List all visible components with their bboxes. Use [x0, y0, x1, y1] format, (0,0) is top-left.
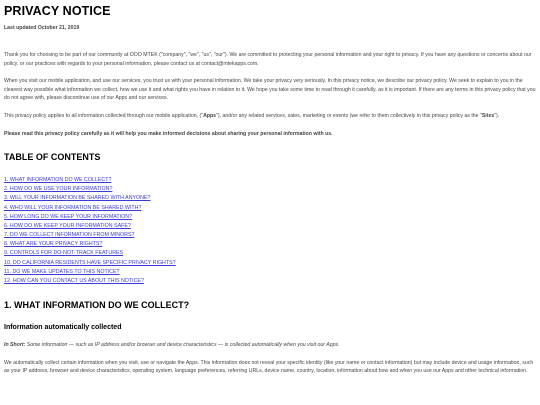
section-1-body: We automatically collect certain information when you visit, use or navigate the Apps. This information does not reveal your specific identity (like your name or contact information) but may include device and usage information, such as your IP address, browser and device characteristics, operating system, language preferences, referring URLs, device name, country, location, information about how and when you use our Apps and other technical information. — [4, 359, 534, 375]
in-short-label: In Short: — [4, 342, 26, 349]
toc-item — [4, 185, 536, 194]
apps-term: Apps — [203, 112, 217, 119]
intro-paragraph-trust: When you visit our mobile application, and use our services, you trust us with your personal information. We take your privacy very seriously. In this privacy notice, we describe our privacy policy. We seek to explain to you in the clearest way possible what information we collect, how we use it and what rights you have in relation to it. We hope you take some time to read through it carefully, as it is important. If there are any terms in this privacy policy that you do not agree with, please discontinue use of our Apps and our services. — [4, 78, 536, 102]
table-of-contents — [4, 176, 536, 286]
toc-link-updates[interactable]: 11. DO WE MAKE UPDATES TO THIS NOTICE? — [4, 268, 120, 275]
page-title: PRIVACY NOTICE — [4, 4, 111, 18]
intro-paragraph-thanks: Thank you for choosing to be part of our community at OOO MTEK ("company", "we", "us", "our"). We are committed to protecting your personal information and your right to privacy. If you have any questions or concerns about our policy, or our practices with regards to your personal information, please contact us at contact@mtekapps.com. — [4, 52, 532, 67]
toc-link-minors[interactable]: 7. DO WE COLLECT INFORMATION FROM MINORS? — [4, 232, 135, 239]
toc-item — [4, 268, 536, 277]
toc-link-keep-safe[interactable]: 6. HOW DO WE KEEP YOUR INFORMATION SAFE? — [4, 222, 131, 229]
toc-item — [4, 240, 536, 249]
toc-item — [4, 277, 536, 286]
toc-link-shared-with[interactable]: 4. WHO WILL YOUR INFORMATION BE SHARED WITH? — [4, 204, 142, 211]
read-carefully-note: Please read this privacy policy carefully as it will help you make informed decisions about sharing your personal information with us. — [4, 130, 333, 137]
toc-item — [4, 176, 536, 185]
scope-text-end: "). — [494, 112, 500, 119]
toc-link-do-not-track[interactable]: 9. CONTROLS FOR DO-NOT-TRACK FEATURES — [4, 250, 124, 257]
toc-item — [4, 222, 536, 231]
section-1-heading: 1. WHAT INFORMATION DO WE COLLECT? — [4, 300, 190, 311]
in-short-text: Some information — such as IP address and/or browser and device characteristics — is collected automatically when you visit our Apps. — [25, 342, 340, 349]
toc-link-contact[interactable]: 12. HOW CAN YOU CONTACT US ABOUT THIS NOTICE? — [4, 277, 144, 284]
toc-item — [4, 213, 536, 222]
toc-item — [4, 204, 536, 213]
toc-link-what-information[interactable]: 1. WHAT INFORMATION DO WE COLLECT? — [4, 177, 112, 184]
in-short-summary — [4, 341, 536, 350]
toc-link-how-use[interactable]: 2. HOW DO WE USE YOUR INFORMATION? — [4, 186, 113, 193]
section-1-subheading: Information automatically collected — [4, 324, 122, 332]
toc-item — [4, 259, 536, 268]
toc-link-how-long[interactable]: 5. HOW LONG DO WE KEEP YOUR INFORMATION? — [4, 213, 133, 220]
toc-link-california[interactable]: 10. DO CALIFORNIA RESIDENTS HAVE SPECIFIC PRIVACY RIGHTS? — [4, 259, 176, 266]
sites-term: Sites — [481, 112, 495, 119]
scope-text-start: This privacy policy applies to all information collected through our mobile application, (" — [4, 112, 204, 119]
toc-item — [4, 249, 536, 258]
toc-link-privacy-rights[interactable]: 8. WHAT ARE YOUR PRIVACY RIGHTS? — [4, 241, 103, 248]
toc-item — [4, 194, 536, 203]
toc-heading: TABLE OF CONTENTS — [4, 152, 101, 163]
toc-link-shared-anyone[interactable]: 3. WILL YOUR INFORMATION BE SHARED WITH ANYONE? — [4, 195, 151, 202]
toc-item — [4, 231, 536, 240]
last-updated-date: Last updated October 21, 2019 — [4, 25, 80, 31]
scope-text-middle: "), and/or any related services, sales, marketing or events (we refer to them collectively in this privacy policy as the " — [216, 112, 482, 119]
scope-paragraph — [4, 112, 536, 121]
